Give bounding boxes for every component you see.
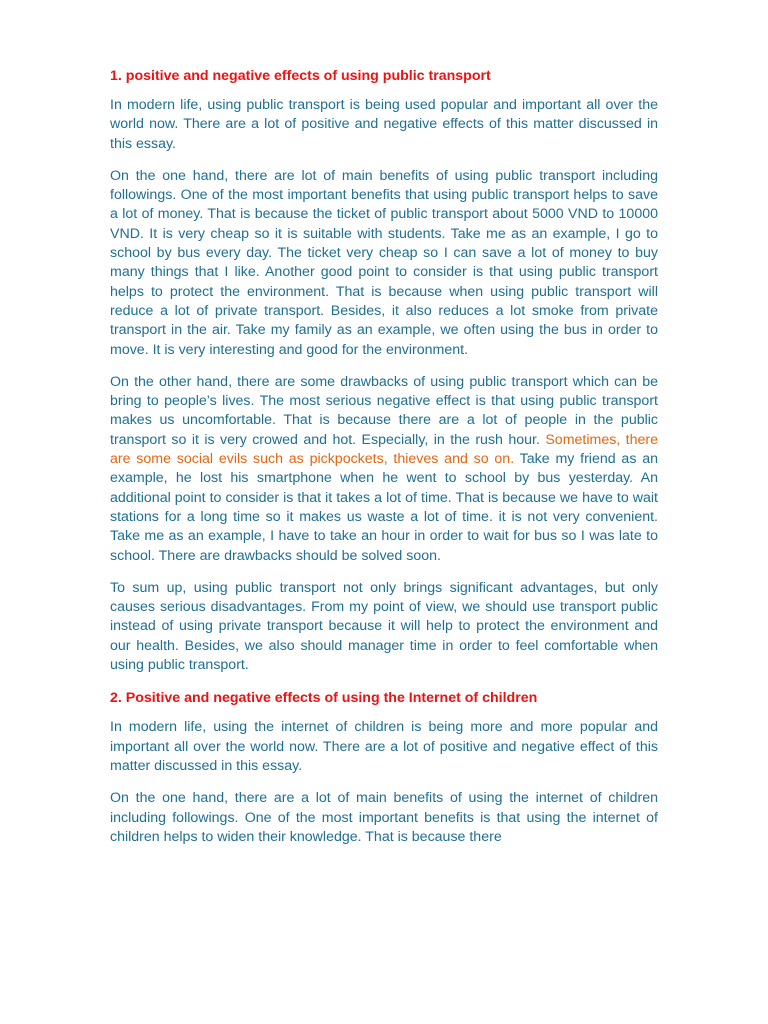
- section-2-heading: 2. Positive and negative effects of using the Internet of children: [110, 690, 538, 707]
- section-1-benefits-paragraph: On the one hand, there are lot of main benefits of using public transport including followings. One of the most important benefits that using public transport helps to save a lot of money. That is because the ticket of public transport about 5000 VND to 10000 VND. It is very cheap so it is suitable with students. Take me as an example, I go to school by bus every day. The ticket very cheap so I can save a lot of money to buy many things that I like. Another good point to consider is that using public transport helps to protect the environment. That is because when using public transport will reduce a lot of private transport. Besides, it also reduces a lot smoke from private transport in the air. Take my family as an example, we often using the bus in order to move. It is very interesting and good for the environment.: [110, 167, 658, 358]
- section-2-benefits-paragraph: On the one hand, there are a lot of main benefits of using the internet of children including followings. One of the most important benefits is that using the internet of children helps to widen their knowledge. That is because there: [110, 790, 658, 845]
- section-1-drawbacks-paragraph: [110, 373, 658, 566]
- highlighted-sentence: Sometimes, there are some social evils such as pickpockets, thieves and so on.: [110, 431, 659, 468]
- section-1-intro-paragraph: In modern life, using public transport is being used popular and important all over the world now. There are a lot of positive and negative effects of this matter discussed in this essay.: [110, 97, 658, 152]
- section-1-conclusion-paragraph: To sum up, using public transport not only brings significant advantages, but only causes serious disadvantages. From my point of view, we should use transport public instead of using private transport because it will help to protect the environment and our health. Besides, we also should manager time in order to feel comfortable when using public transport.: [110, 579, 658, 674]
- section-2-intro-paragraph: In modern life, using the internet of children is being more and more popular and important all over the world now. There are a lot of positive and negative effect of this matter discussed in this essay.: [110, 719, 658, 774]
- drawbacks-text-start: On the other hand, there are some drawbacks of using public transport which can be bring to people’s lives. The most serious negative effect is that using public transport makes us uncomfortable. That is because there are a lot of people in the public transport so it is very crowed and hot. Especially, in the rush hour.: [110, 373, 658, 448]
- section-1-heading: 1. positive and negative effects of using public transport: [110, 68, 491, 84]
- drawbacks-text-end: Take my friend as an example, he lost his smartphone when he went to school by bus yesterday. An additional point to consider is that it takes a lot of time. That is because we have to wait stations for a long time so it makes us waste a lot of time. it is not very convenient. Take me as an example, I have to take an hour in order to wait for bus so I was late to school. There are drawbacks should be solved soon.: [110, 451, 658, 564]
